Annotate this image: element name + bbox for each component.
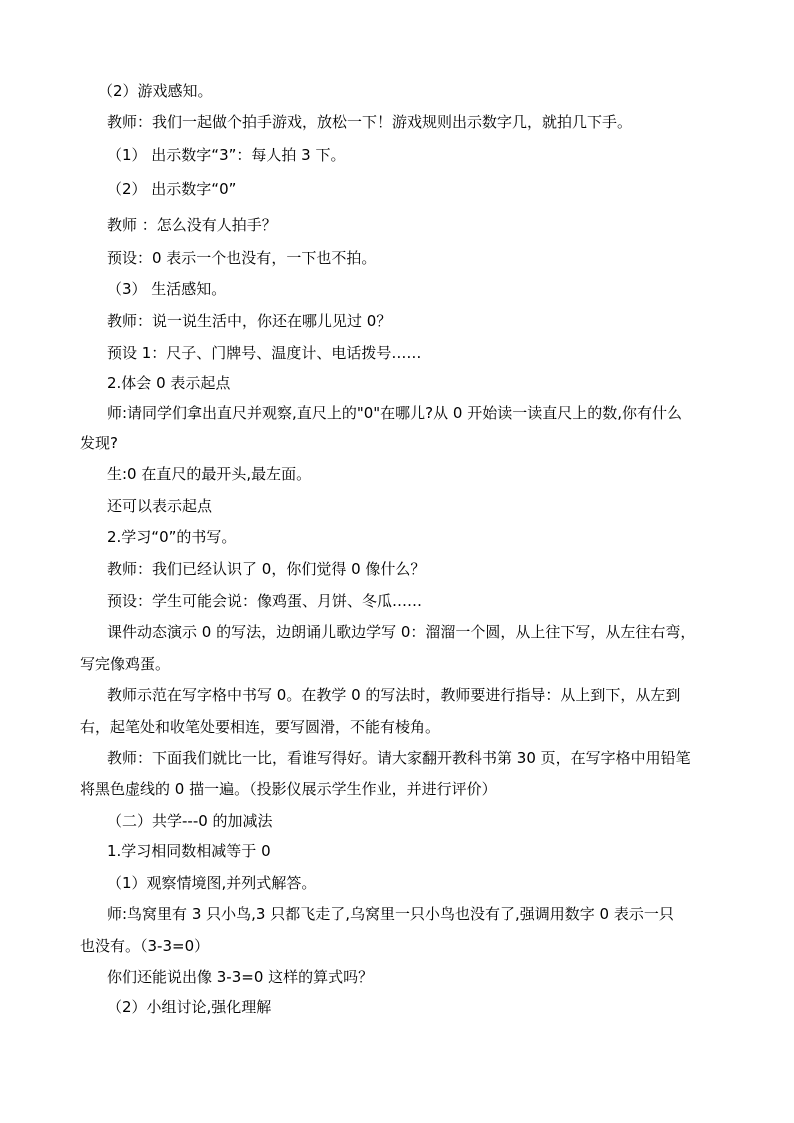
text-line: （2）游戏感知。 bbox=[98, 82, 213, 100]
text-line: 你们还能说出像 3-3=0 这样的算式吗？ bbox=[107, 968, 374, 986]
text-line: （二）共学---0 的加减法 bbox=[107, 812, 273, 830]
text-line: 预设：0 表示一个也没有，一下也不拍。 bbox=[107, 249, 377, 267]
text-line: 生:0 在直尺的最开头,最左面。 bbox=[107, 465, 312, 483]
text-line: 教师：我们一起做个拍手游戏，放松一下！游戏规则出示数字几，就拍几下手。 bbox=[107, 113, 633, 131]
text-line: 1.学习相同数相减等于 0 bbox=[107, 842, 271, 860]
text-line: 2.体会 0 表示起点 bbox=[107, 374, 231, 392]
text-line: 预设 1：尺子、门牌号、温度计、电话拨号…… bbox=[107, 344, 422, 362]
text-line: 师:请同学们拿出直尺并观察,直尺上的"0"在哪儿?从 0 开始读一读直尺上的数,你有什么 bbox=[107, 404, 682, 422]
text-line: 发现? bbox=[80, 434, 118, 452]
text-line: （3） 生活感知。 bbox=[107, 280, 227, 298]
text-line: 还可以表示起点 bbox=[107, 497, 213, 515]
text-line: 课件动态演示 0 的写法，边朗诵儿歌边学写 0：溜溜一个圆，从上往下写，从左往右弯， bbox=[107, 623, 696, 641]
text-line: 教师：我们已经认识了 0，你们觉得 0 像什么？ bbox=[107, 560, 426, 578]
text-line: （2） 出示数字“0” bbox=[107, 180, 237, 198]
text-line: 也没有。（3-3=0） bbox=[80, 937, 210, 955]
text-line: 预设：学生可能会说：像鸡蛋、月饼、冬瓜…… bbox=[107, 592, 423, 610]
text-line: 右，起笔处和收笔处要相连，要写圆滑，不能有棱角。 bbox=[80, 718, 441, 736]
text-line: （1）观察情境图,并列式解答。 bbox=[107, 874, 317, 892]
text-line: （1） 出示数字“3”：每人拍 3 下。 bbox=[107, 146, 346, 164]
text-line: 教师：下面我们就比一比，看谁写得好。请大家翻开教科书第 30 页，在写字格中用铅笔 bbox=[107, 749, 691, 767]
text-line: 教师 ：怎么没有人拍手？ bbox=[107, 216, 277, 234]
text-line: （2）小组讨论,强化理解 bbox=[107, 998, 272, 1016]
text-line: 师:鸟窝里有 3 只小鸟,3 只都飞走了,乌窝里一只小鸟也没有了,强调用数字 0 表示一只 bbox=[107, 905, 674, 923]
text-line: 将黑色虚线的 0 描一遍。（投影仪展示学生作业，并进行评价） bbox=[80, 780, 497, 798]
text-line: 2.学习“0”的书写。 bbox=[107, 528, 237, 546]
text-line: 写完像鸡蛋。 bbox=[80, 655, 171, 673]
text-line: 教师：说一说生活中，你还在哪儿见过 0？ bbox=[107, 312, 392, 330]
text-line: 教师示范在写字格中书写 0。在教学 0 的写法时，教师要进行指导：从上到下，从左到 bbox=[107, 686, 681, 704]
